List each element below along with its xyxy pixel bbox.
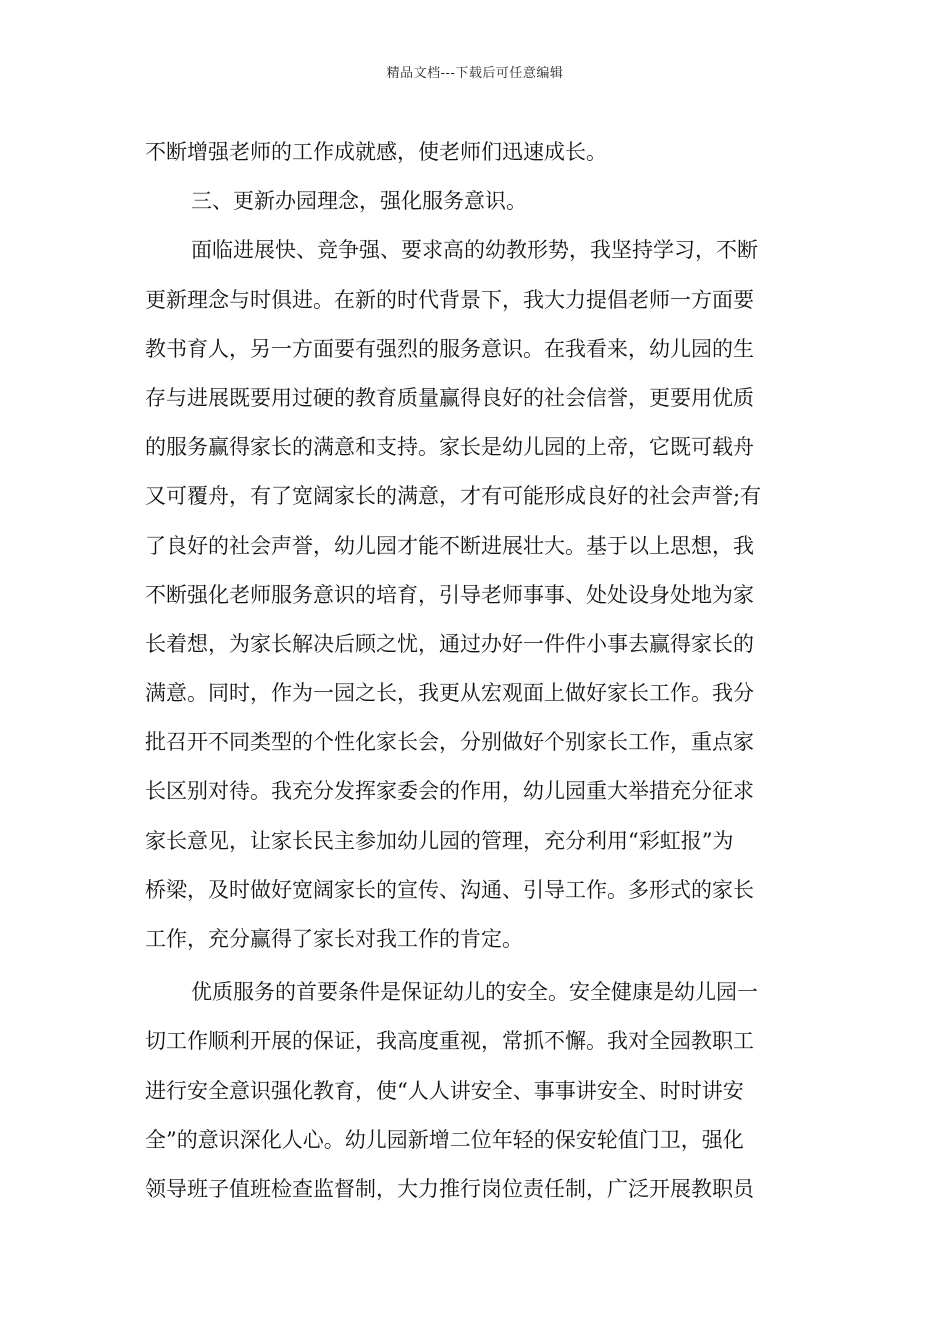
paragraph-1-line: 满意。同时，作为一园之长，我更从宏观面上做好家长工作。我分 [145, 681, 754, 706]
page-header: 精品文档---下载后可任意编辑 [386, 66, 564, 81]
paragraph-1-line: 桥梁，及时做好宽阔家长的宣传、沟通、引导工作。多形式的家长 [145, 877, 754, 902]
paragraph-1-line: 家长意见，让家长民主参加幼儿园的管理，充分利用“彩虹报”为 [145, 828, 734, 853]
paragraph-1-line: 了良好的社会声誉，幼儿园才能不断进展壮大。基于以上思想，我 [145, 533, 754, 558]
section-heading: 三、更新办园理念，强化服务意识。 [191, 189, 527, 214]
paragraph-1-line: 工作，充分赢得了家长对我工作的肯定。 [145, 927, 523, 951]
paragraph-1-line: 面临进展快、竞争强、要求高的幼教形势，我坚持学习，不断 [191, 238, 758, 263]
paragraph-1-line: 长着想，为家长解决后顾之忧，通过办好一件件小事去赢得家长的 [145, 631, 754, 656]
text-line-continuation: 不断增强老师的工作成就感，使老师们迅速成长。 [145, 140, 607, 164]
paragraph-2-line: 切工作顺利开展的保证，我高度重视，常抓不懈。我对全园教职工 [145, 1029, 754, 1054]
paragraph-1-line: 长区别对待。我充分发挥家委会的作用，幼儿园重大举措充分征求 [145, 779, 754, 804]
paragraph-1-line: 教书育人，另一方面要有强烈的服务意识。在我看来，幼儿园的生 [145, 336, 754, 361]
paragraph-1-line: 不断强化老师服务意识的培育，引导老师事事、处处设身处地为家 [145, 582, 754, 607]
paragraph-1-line: 的服务赢得家长的满意和支持。家长是幼儿园的上帝，它既可载舟 [145, 435, 754, 460]
paragraph-2-line: 进行安全意识强化教育，使“人人讲安全、事事讲安全、时时讲安 [145, 1078, 744, 1103]
paragraph-1-line: 更新理念与时俱进。在新的时代背景下，我大力提倡老师一方面要 [145, 287, 754, 312]
paragraph-1-line: 批召开不同类型的个性化家长会，分别做好个别家长工作，重点家 [145, 730, 754, 755]
paragraph-1-line: 存与进展既要用过硬的教育质量赢得良好的社会信誉，更要用优质 [145, 385, 754, 410]
document-body [145, 128, 807, 1214]
paragraph-1-line: 又可覆舟，有了宽阔家长的满意，才有可能形成良好的社会声誉;有 [145, 484, 762, 509]
paragraph-2-line: 领导班子值班检查监督制，大力推行岗位责任制，广泛开展教职员 [145, 1176, 754, 1201]
paragraph-2-line: 全”的意识深化人心。幼儿园新增二位年轻的保安轮值门卫，强化 [145, 1127, 744, 1152]
paragraph-2-line: 优质服务的首要条件是保证幼儿的安全。安全健康是幼儿园一 [191, 980, 758, 1005]
